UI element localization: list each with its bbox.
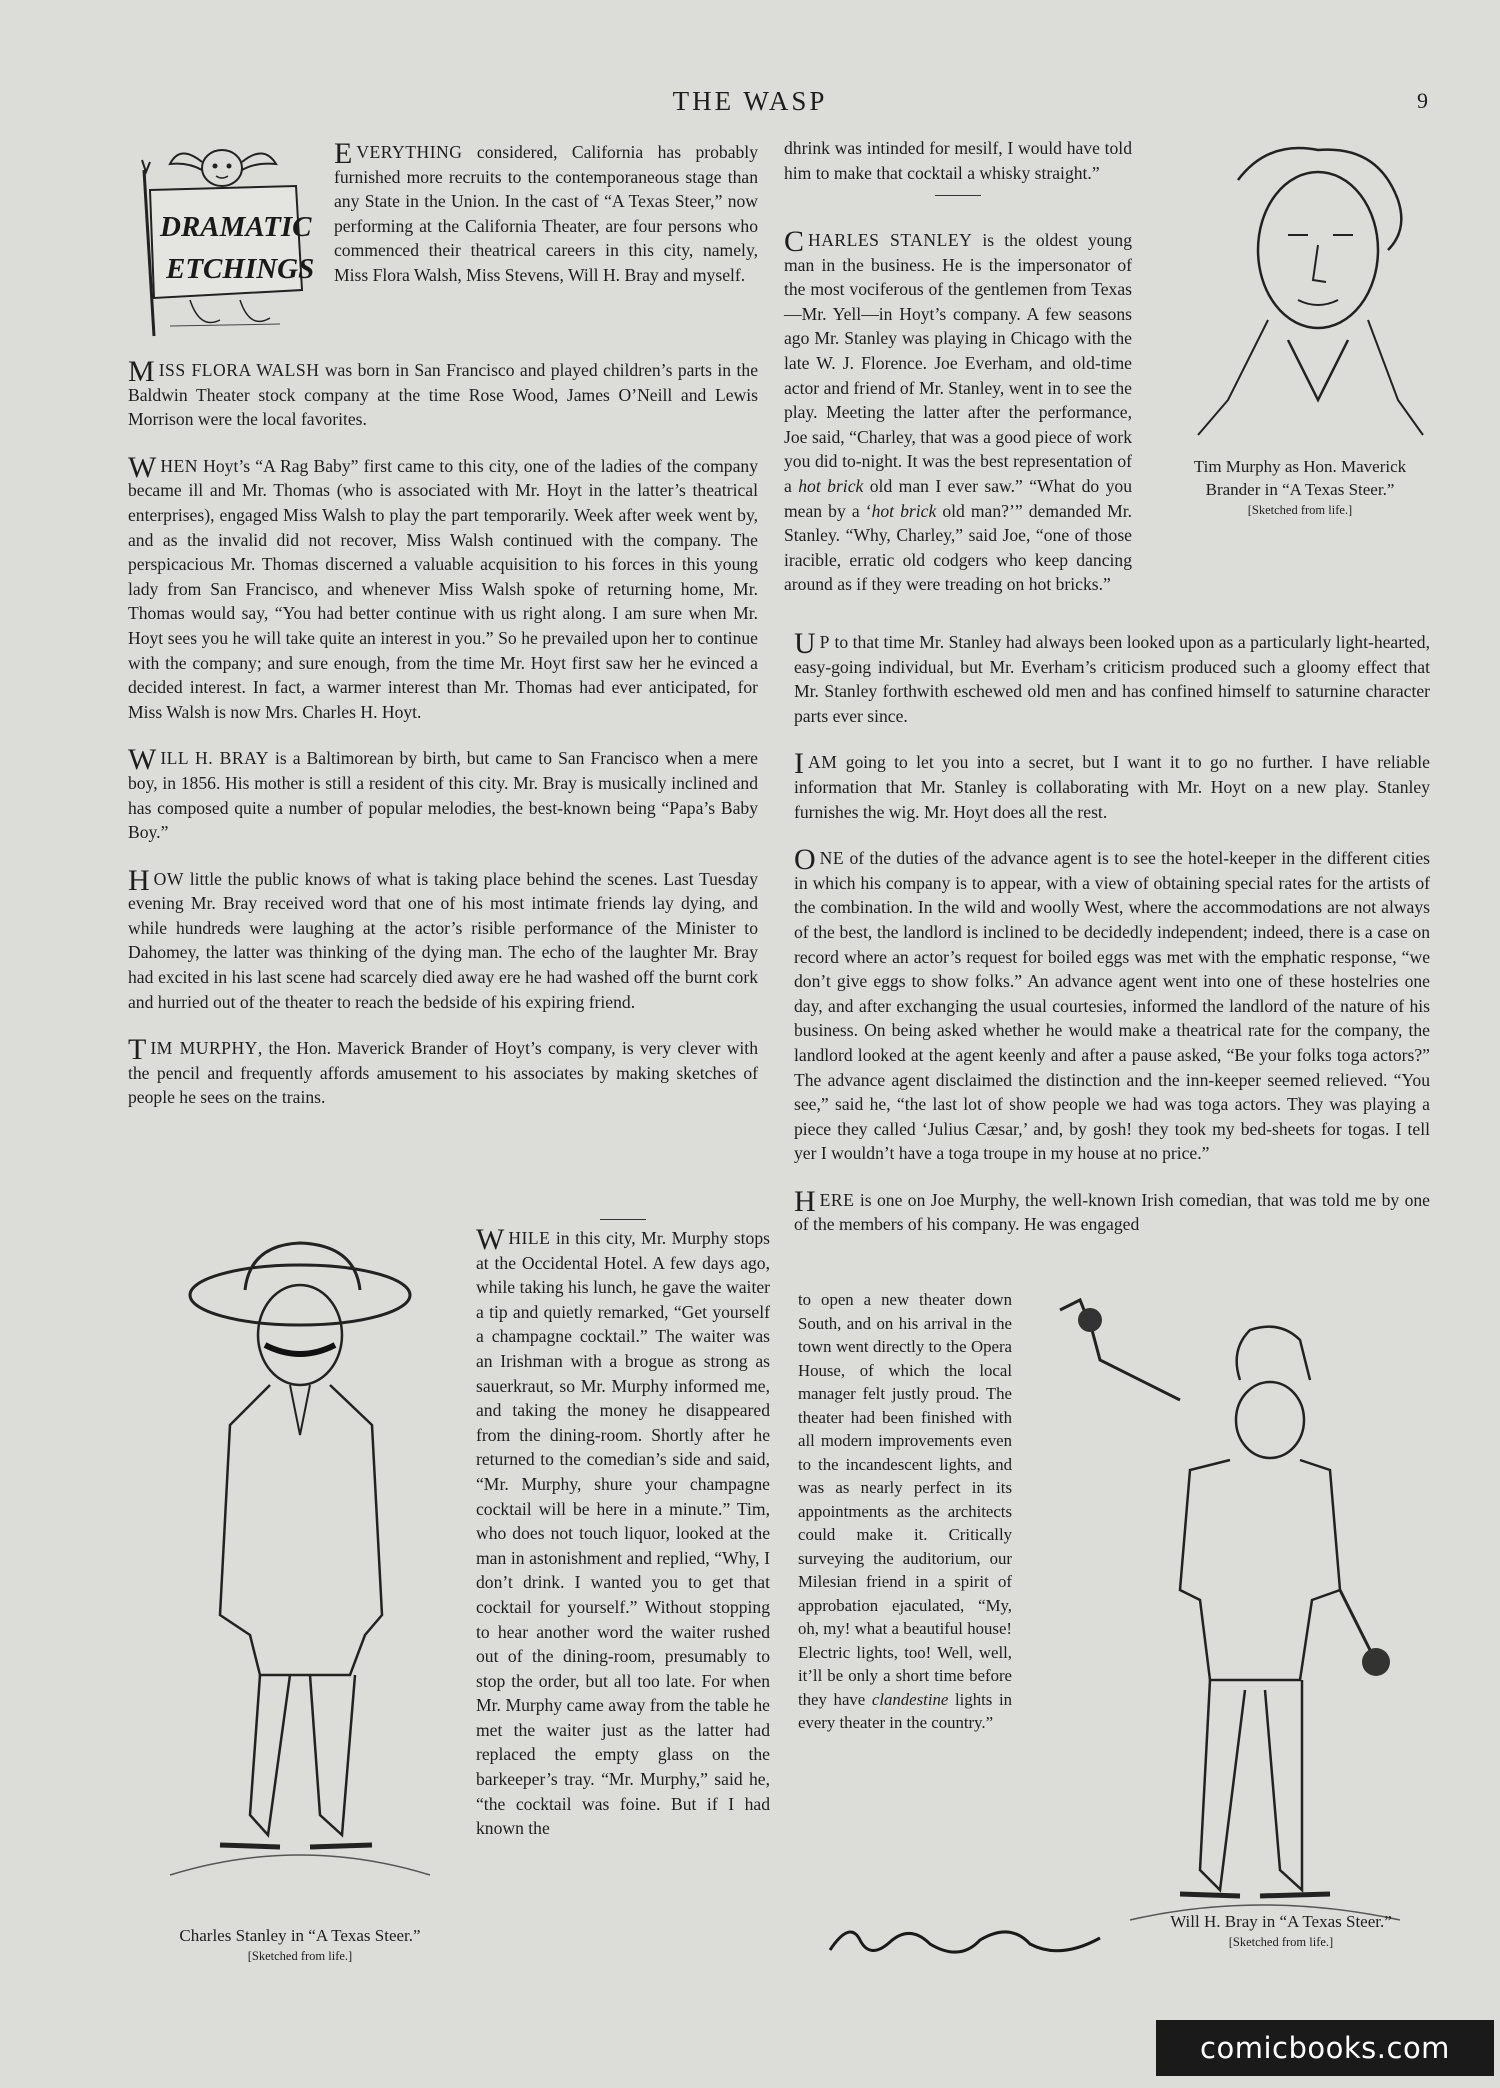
paragraph-occidental-hotel: [476, 1223, 770, 1841]
lead-in: ERE: [819, 1189, 855, 1210]
logo-line-1: DRAMATIC: [160, 211, 312, 243]
article-column-1: [334, 137, 758, 310]
caption-tim-murphy: [1140, 455, 1460, 519]
page-number: 9: [1417, 88, 1428, 113]
paragraph-text: is the oldest young man in the business. He is the impersonator of the most vociferous of the gentlemen from Texas—Mr. Yell—in Hoyt’s company. A few seasons ago Mr. Stanley was playing in Chicago with the late W. J. Florence. Joe Everham, and old-time actor and friend of Mr. Stanley, went in to see the play. Meeting the latter after the performance, Joe said, “Charley, that was a good piece of work you did to-night. It was the best representation of a: [784, 230, 1132, 496]
paragraph-rag-baby: [128, 450, 758, 725]
lead-in: OW: [153, 868, 184, 889]
drop-cap: H: [794, 1184, 816, 1218]
caption-note: [Sketched from life.]: [1228, 1935, 1334, 1949]
caption-charles-stanley: [120, 1924, 480, 1965]
section-rule: [935, 195, 981, 196]
paragraph-light-hearted: [794, 627, 1430, 728]
paragraph-will-bray: [128, 743, 758, 844]
caption-title-line-2: Brander in “A Texas Steer.”: [1205, 480, 1395, 499]
page-header: [0, 86, 1500, 126]
article-column-3-body: [794, 627, 1430, 1237]
paragraph-behind-scenes: [128, 863, 758, 1015]
will-bray-illustration: [1040, 1290, 1430, 1930]
caption-title: Charles Stanley in “A Texas Steer.”: [179, 1926, 421, 1945]
caption-title: Will H. Bray in “A Texas Steer.”: [1170, 1912, 1392, 1931]
caption-title-line-1: Tim Murphy as Hon. Maverick: [1193, 457, 1407, 476]
drop-cap: W: [476, 1223, 505, 1256]
charles-stanley-illustration: [150, 1235, 450, 1935]
caption-note: [Sketched from life.]: [247, 1949, 353, 1963]
article-column-3-stanley: [784, 225, 1133, 597]
paragraph-dhrink: dhrink was intinded for mesilf, I would have told him to make that cocktail a whisky straight.”: [784, 138, 1132, 183]
italic-phrase: clandestine: [871, 1689, 949, 1709]
paragraph-text: considered, California has probably furnished more recruits to the contemporaneous stage than any State in the Union. In the cast of “A Texas Steer,” now performing at the California Theater, are four persons who commenced their theatrical careers in this city, namely, Miss Flora Walsh, Miss Stevens, Will H. Bray and myself.: [334, 142, 758, 285]
drop-cap: U: [794, 627, 816, 660]
paragraph-text: is a Baltimorean by birth, but came to San Francisco when a mere boy, in 1856. His mother is still a resident of this city. Mr. Bray is musically inclined and has composed quite a number of popular melodies, the best-known being “Papa’s Baby Boy.”: [128, 748, 758, 843]
paragraph-text: going to let you into a secret, but I want it to go no further. I have reliable information that Mr. Stanley is collaborating with Mr. Hoyt on a new play. Stanley furnishes the wig. Mr. Hoyt does all the rest.: [794, 752, 1430, 822]
lead-in: ISS FLORA WALSH: [158, 360, 320, 380]
caption-will-bray: [1116, 1910, 1446, 1951]
paragraph-flora-walsh: [128, 355, 758, 432]
article-column-3: [784, 136, 1132, 202]
caption-note: [Sketched from life.]: [1247, 503, 1353, 517]
masthead-title: THE WASP: [672, 86, 828, 116]
lead-in: NE: [819, 848, 845, 869]
drop-cap: O: [794, 843, 816, 877]
lead-in: IM MURPHY: [150, 1038, 258, 1059]
paragraph-opera-house: [798, 1288, 1012, 1735]
watermark-badge: comicbooks.com: [1156, 2020, 1494, 2076]
section-rule: [600, 1219, 646, 1220]
lead-in: HEN: [160, 455, 198, 476]
drop-cap: E: [334, 137, 353, 170]
drop-cap: W: [128, 450, 157, 484]
lead-in: VERYTHING: [356, 142, 463, 162]
paragraph-text: Hoyt’s “A Rag Baby” first came to this city, one of the ladies of the company became ill and Mr. Thomas (who is associated with Mr. Hoyt in the latter’s theatrical enterprises), engaged Miss Walsh to play the part temporarily. Week after week went by, and as the invalid did not recover, Miss Walsh continued with the company. The perspicacious Mr. Thomas discerned a valuable acquisition to his forces in this young lady from San Francisco, and whenever Miss Walsh spoke of returning home, Mr. Thomas would say, “You had better continue with us right along. I am sure when Mr. Hoyt sees you he will take quite an interest in you.” So he prevailed upon her to continue with the company; and sure enough, from the time Mr. Hoyt first saw her he evinced a decided interest. In fact, a warmer interest than Mr. Thomas had ever anticipated, for Miss Walsh is now Mrs. Charles H. Hoyt.: [128, 455, 758, 722]
paragraph-text: little the public knows of what is taking place behind the scenes. Last Tuesday evening Mr. Bray received word that one of his most intimate friends lay dying, and while hundreds were laughing at the actor’s risible performance of the Minister to Dahomey, the latter was thinking of the dying man. The echo of the laughter Mr. Bray had excited in his last scene had scarcely died away ere he had washed off the burnt cork and hurried out of the theater to reach the bedside of his expiring friend.: [128, 868, 758, 1012]
drop-cap: C: [784, 225, 805, 258]
italic-phrase: hot brick: [871, 500, 937, 521]
paragraph-text: in this city, Mr. Murphy stops at the Occidental Hotel. A few days ago, while taking his lunch, he gave the waiter a tip and quietly remarked, “Get yourself a champagne cocktail.” The waiter was an Irishman with a brogue as strong as sauerkraut, so Mr. Murphy informed me, and taking the money he disappeared from the dining-room. Shortly after he returned to the comedian’s side and said, “Mr. Murphy, shure your champagne cocktail will be here in a minute.” Tim, who does not touch liquor, looked at the man in astonishment and replied, “Why, I don’t drink. I wanted you to get that cocktail for yourself.” Without stopping to hear another word the waiter rushed out of the dining-room, presumably to stop the order, but all too late. For when Mr. Murphy came away from the table he met the waiter just as the latter had replaced the empty glass on the barkeeper’s tray. “Mr. Murphy,” said he, “the cocktail was foine. But if I had known the: [476, 1228, 770, 1839]
tim-murphy-portrait: [1168, 140, 1438, 440]
paragraph-text: old man I ever saw.” “What do you mean by a ‘: [784, 475, 1133, 521]
paragraph-tim-murphy: [128, 1033, 758, 1110]
paragraph-text: old man?’” demanded Mr. Stanley. “Why, Charley,” said Joe, “one of those iracible, erratic old codgers who keep dancing around as if they were treading on hot bricks.”: [784, 500, 1133, 595]
drop-cap: T: [128, 1033, 147, 1067]
article-column-3-narrow: [798, 1288, 1012, 1735]
paragraph-text: lights in every theater in the country.”: [798, 1689, 1012, 1732]
logo-line-2: ETCHINGS: [166, 253, 315, 285]
dramatic-etchings-logo: [130, 140, 318, 338]
drop-cap: M: [128, 355, 155, 388]
lead-in: HILE: [508, 1228, 551, 1248]
lead-in: ILL H. BRAY: [160, 748, 269, 769]
drop-cap: W: [128, 743, 157, 777]
article-column-2: [476, 1223, 770, 1863]
italic-phrase: hot brick: [798, 475, 864, 496]
paragraph-text: to open a new theater down South, and on his arrival in the town went directly to the Opera House, of which the local manager felt justly proud. The theater had been finished with all modern improvements even to the incandescent lights, and was as nearly perfect in its appointments as the architects could make it. Critically surveying the auditorium, our Milesian friend in a spirit of approbation ejaculated, “My, oh, my! what a beautiful house! Electric lights, too! Well, well, it’ll be only a short time before they have: [798, 1290, 1012, 1709]
lead-in: P: [819, 632, 830, 652]
paragraph-text: , the Hon. Maverick Brander of Hoyt’s company, is very clever with the pencil and frequently affords amusement to his associates by making sketches of people he sees on the trains.: [128, 1038, 758, 1108]
paragraph-text: to that time Mr. Stanley had always been looked upon as a particularly light-hearted, easy-going individual, but Mr. Everham’s criticism produced such a gloomy effect that Mr. Stanley forthwith eschewed old men and has confined himself to saturnine character parts ever since.: [794, 632, 1430, 726]
paragraph-text: was born in San Francisco and played children’s parts in the Baldwin Theater stock company at the time Rose Wood, James O’Neill and Lewis Morrison were the local favorites.: [128, 360, 758, 430]
paragraph-text: of the duties of the advance agent is to see the hotel-keeper in the different cities in which his company is to appear, with a view of obtaining special rates for the artists of the combination. In the wild and woolly West, where the accommodations are not always of the best, the landlord is inclined to be decidedly independent; indeed, there is a case on record where an actor’s request for boiled eggs was met with the emphatic response, “we don’t give eggs to show folks.” An advance agent went into one of these hostelries one day, and after exchanging the usual courtesies, informed the landlord of the nature of his business. On being asked whether he would make a theatrical rate for the company, the landlord looked at the agent keenly and after a pause asked, “Be your folks toga actors?” The advance agent disclaimed the distinction and the inn-keeper seemed relieved. “You see,” said he, “the last lot of show people we had was toga actors. They was playing a piece they called ‘Julius Cæsar,’ and, by gosh! they took my bed-sheets for togas. I tell yer I wouldn’t have a toga troupe in my house at no price.”: [794, 848, 1430, 1164]
author-signature: [820, 1910, 1120, 1970]
paragraph-secret: [794, 747, 1430, 824]
paragraph-joe-murphy: [794, 1184, 1430, 1237]
paragraph-advance-agent: [794, 843, 1430, 1166]
paragraph-everything: [334, 137, 758, 288]
drop-cap: I: [794, 747, 804, 781]
lead-in: HARLES STANLEY: [808, 230, 973, 250]
article-column-1-body: [128, 355, 758, 1132]
lead-in: AM: [808, 752, 838, 773]
paragraph-charles-stanley: [784, 225, 1133, 597]
paragraph-text: is one on Joe Murphy, the well-known Irish comedian, that was told me by one of the members of his company. He was engaged: [794, 1189, 1430, 1235]
drop-cap: H: [128, 863, 150, 897]
